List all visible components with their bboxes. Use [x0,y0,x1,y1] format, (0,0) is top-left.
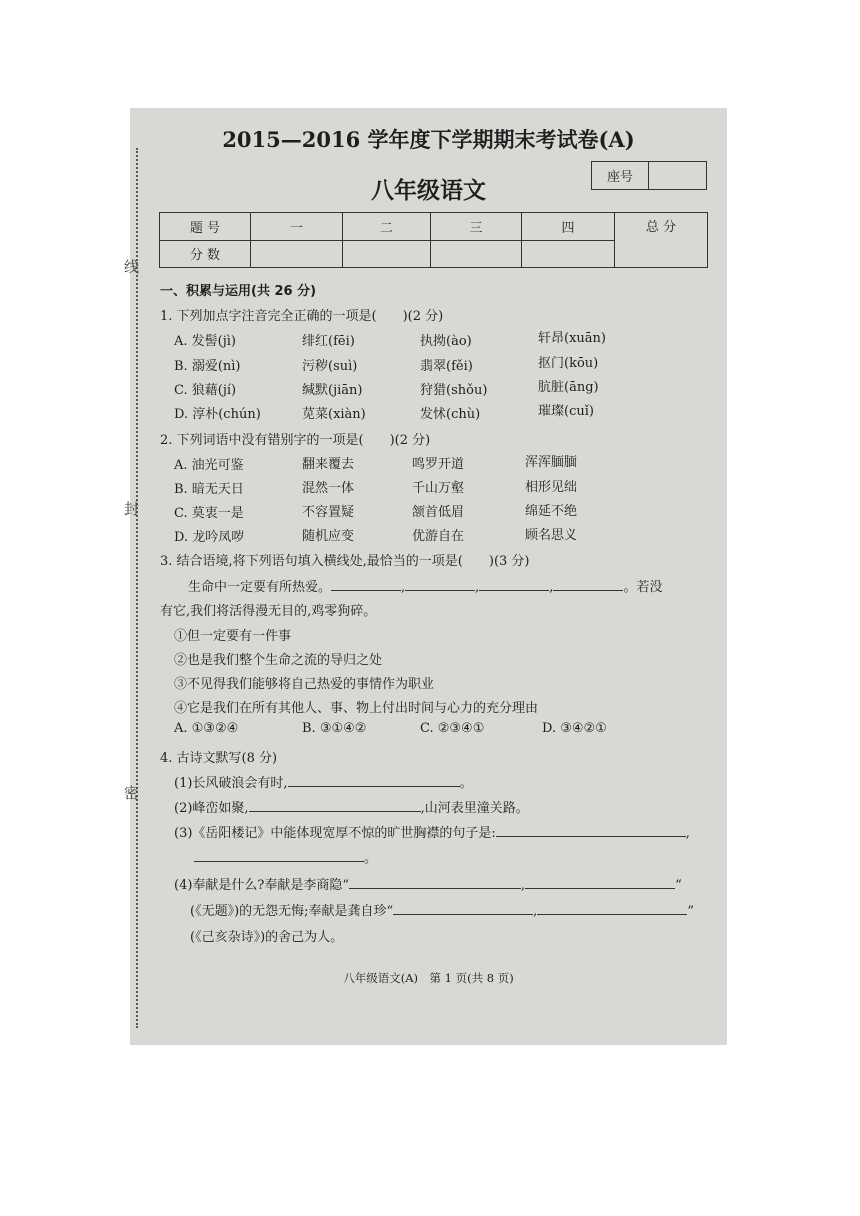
section-heading: 一、积累与运用(共 26 分) [160,284,317,299]
line-text: (3)《岳阳楼记》中能体现宽厚不惊的旷世胸襟的句子是: [174,826,496,841]
option-text: 狩猎(shǒu) [420,383,488,398]
line-text: 。 [459,776,473,791]
option-text: 绵延不绝 [525,504,578,519]
recitation-line [194,847,377,866]
binding-mark-line: 线 [124,258,140,276]
recitation-line: (4)奉献是什么?奉献是李商隐“ , “ [174,878,682,893]
seat-number-box [591,161,707,190]
question-stem: 4. 古诗文默写(8 分) [160,751,278,766]
exam-subtitle: 八年级语文 [371,178,486,204]
answer-blank[interactable] [525,876,675,889]
line-text: “ [675,878,682,893]
line-text: (1)长风破浪会有时, [174,776,288,791]
answer-blank[interactable] [331,578,401,591]
option-text: D. ③④②① [542,721,607,736]
option-text: 优游自在 [412,529,465,544]
option-text: 发怵(chù) [420,407,481,422]
score-header-cell: 二 [343,213,431,241]
score-value-label: 分 数 [160,240,251,268]
line-text: ,山河表里潼关路。 [420,801,529,816]
answer-blank[interactable] [537,902,687,915]
option-text: C. 莫衷一是 [174,506,244,521]
option-text: 缄默(jiān) [302,383,363,398]
sentence-item: ③不见得我们能够将自己热爱的事情作为职业 [174,677,435,692]
option-text: C. ②③④① [420,721,485,736]
line-text: ” [687,904,694,919]
binding-line [136,148,138,1028]
passage-text: 。若没 [623,580,663,595]
question-stem: 1. 下列加点字注音完全正确的一项是( )(2 分) [160,309,444,324]
option-text: 不容置疑 [302,505,355,520]
option-text: B. 暗无天日 [174,482,244,497]
sentence-item: ④它是我们在所有其他人、事、物上付出时间与心力的充分理由 [174,701,539,716]
score-header-row [160,213,708,241]
answer-blank[interactable] [496,824,686,837]
answer-blank[interactable] [393,902,533,915]
score-value-cell[interactable] [251,240,343,268]
option-text: 颔首低眉 [412,505,465,520]
page-footer: 八年级语文(A) 第 1 页(共 8 页) [343,971,514,985]
question-stem: 3. 结合语境,将下列语句填入横线处,最恰当的一项是( )(3 分) [160,554,530,569]
score-table [159,212,708,268]
option-text: 苋菜(xiàn) [302,407,366,422]
passage-line: 有它,我们将活得漫无目的,鸡零狗碎。 [160,604,377,619]
answer-blank[interactable] [405,578,475,591]
option-text: D. 龙吟凤哕 [174,530,245,545]
option-text: B. ③①④② [302,721,367,736]
option-text: 混然一体 [302,481,355,496]
passage-text: 生命中一定要有所热爱。 [188,580,332,595]
option-text: A. ①③②④ [174,721,239,736]
score-value-cell[interactable] [522,240,615,268]
option-text: 相形见绌 [525,480,578,495]
option-text: A. 油光可鉴 [174,458,244,473]
option-text: 抠门(kōu) [538,356,599,371]
binding-mark-seal: 封 [124,500,140,518]
option-text: 污秽(suì) [302,359,358,374]
recitation-line: (《己亥杂诗》)的舍己为人。 [190,930,344,945]
option-text: C. 狼藉(jí) [174,383,237,398]
exam-paper [124,108,727,1045]
option-text: 随机应变 [302,529,355,544]
answer-blank[interactable] [288,774,460,787]
seat-value-field[interactable] [649,162,706,189]
answer-blank[interactable] [553,578,623,591]
line-text: (2)峰峦如聚, [174,801,249,816]
option-text: 执拗(ào) [420,334,472,349]
option-text: 鸣罗开道 [412,457,465,472]
sentence-item: ①但一定要有一件事 [174,629,292,644]
score-header-cell: 一 [251,213,343,241]
answer-blank[interactable] [349,876,521,889]
option-text: 肮脏(āng) [538,380,599,395]
score-value-cell[interactable] [343,240,431,268]
recitation-line [174,797,529,816]
answer-blank[interactable] [194,849,364,862]
exam-title: 2015—2016 学年度下学期期末考试卷(A) [222,127,635,152]
option-text: 翻来覆去 [302,457,355,472]
seat-label: 座号 [592,162,649,189]
option-text: 绯红(fēi) [302,334,355,349]
option-text: 璀璨(cuǐ) [538,404,594,419]
option-text: 翡翠(fěi) [420,359,473,374]
recitation-line: (3)《岳阳楼记》中能体现宽厚不惊的旷世胸襟的句子是: , [174,826,690,841]
recitation-line [174,772,473,791]
passage-line: 生命中一定要有所热爱。 , , , 。若没 [188,580,663,595]
sentence-item: ②也是我们整个生命之流的导归之处 [174,653,383,668]
line-text: (《无题》)的无怨无悔;奉献是龚自珍“ [190,904,394,919]
option-text: 轩昂(xuān) [538,331,606,346]
line-text: 。 [364,851,378,866]
score-header-cell: 题 号 [160,213,251,241]
answer-blank[interactable] [479,578,549,591]
recitation-line: (《无题》)的无怨无悔;奉献是龚自珍“ , ” [190,904,694,919]
score-value-cell[interactable] [431,240,522,268]
score-header-cell: 四 [522,213,615,241]
option-text: 千山万壑 [412,481,465,496]
question-stem: 2. 下列词语中没有错别字的一项是( )(2 分) [160,433,431,448]
option-text: 顾名思义 [525,528,578,543]
option-text: A. 发髻(jì) [174,334,236,349]
line-text: (4)奉献是什么?奉献是李商隐“ [174,878,350,893]
option-text: 浑浑腼腼 [525,455,578,470]
option-text: B. 溺爱(nì) [174,359,241,374]
score-header-cell: 总 分 [615,213,708,268]
option-text: D. 淳朴(chún) [174,407,261,422]
answer-blank[interactable] [249,799,421,812]
score-header-cell: 三 [431,213,522,241]
binding-mark-secret: 密 [124,784,140,802]
